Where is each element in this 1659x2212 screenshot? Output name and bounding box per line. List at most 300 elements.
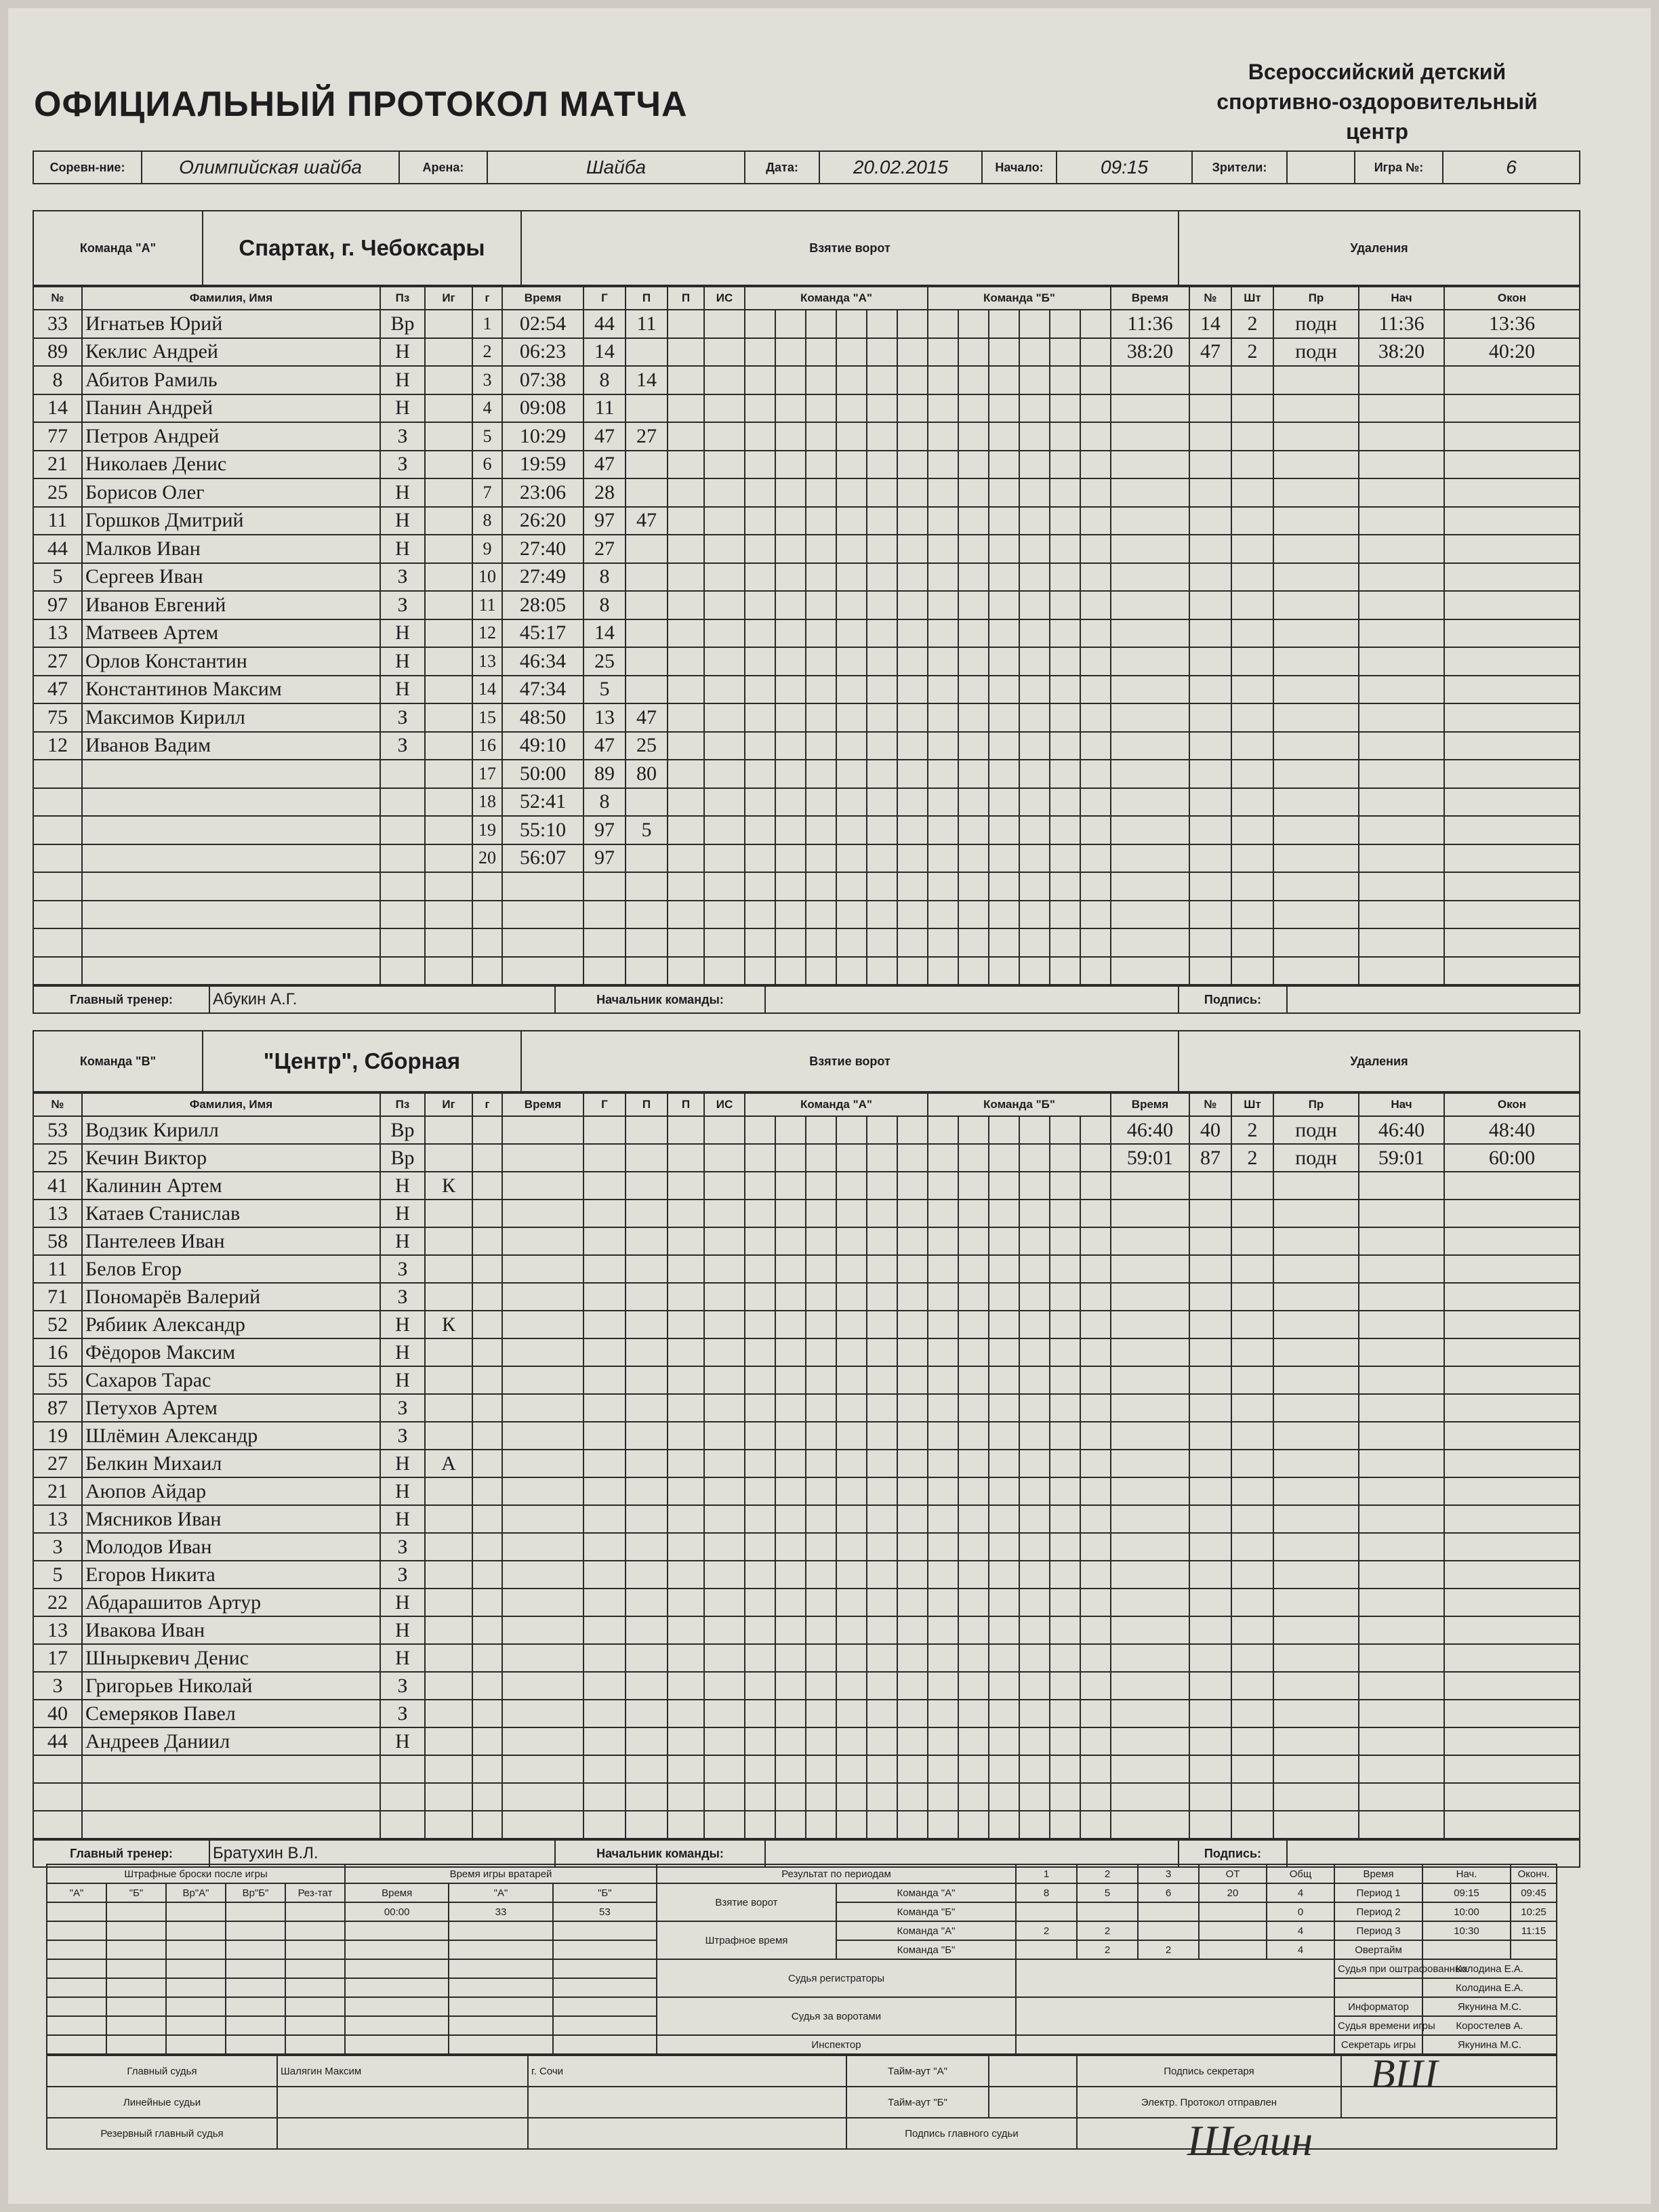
goal-assist-2 [668, 619, 704, 648]
penalty-player [1189, 676, 1231, 704]
penalty-time [1111, 816, 1189, 844]
player-name [82, 760, 380, 788]
penalty-player [1189, 1727, 1231, 1755]
team-b-on-ice [928, 928, 958, 957]
col-played: Иг [425, 1093, 472, 1116]
team-a-on-ice [867, 1755, 897, 1783]
penalty-start [1359, 478, 1444, 507]
col-goal: Г [583, 1093, 626, 1116]
official-name-3: Якунина М.С. [1422, 1997, 1557, 2016]
goal-assist-2 [668, 1144, 704, 1172]
player-mark [425, 535, 472, 563]
spectators-label: Зрители: [1192, 151, 1287, 184]
team-a-on-ice [867, 1450, 897, 1477]
team-b-on-ice [989, 535, 1019, 563]
team-b-on-ice [989, 1672, 1019, 1700]
team-a-label: Команда "А" [33, 211, 203, 285]
goal-scorer [583, 872, 626, 901]
player-number: 27 [33, 1450, 82, 1477]
goal-assist [626, 1311, 668, 1338]
team-b-on-ice [1050, 507, 1080, 535]
goal-time: 07:38 [502, 366, 583, 394]
player-name [82, 1755, 380, 1783]
goal-scorer [583, 957, 626, 985]
team-a-on-ice [775, 535, 806, 563]
goal-scorer: 8 [583, 366, 626, 394]
player-mark: А [425, 1450, 472, 1477]
team-b-on-ice [958, 647, 989, 676]
goal-situation [704, 1644, 745, 1672]
team-b-on-ice [989, 1505, 1019, 1533]
player-name: Игнатьев Юрий [82, 310, 380, 338]
penalty-reason [1273, 703, 1359, 732]
team-b-columns [33, 1093, 1580, 1116]
team-a-on-ice [867, 338, 897, 367]
penalty-reason: подн [1273, 310, 1359, 338]
team-a-on-ice [897, 788, 928, 817]
player-number: 11 [33, 507, 82, 535]
period-row-ot: Овертайм [1334, 1940, 1422, 1959]
team-a-on-ice [836, 591, 867, 619]
team-a-on-ice [806, 394, 836, 423]
goal-index: 18 [472, 788, 502, 817]
team-a-on-ice [806, 901, 836, 929]
team-a-on-ice [836, 1783, 867, 1811]
team-b-on-ice [1080, 1533, 1111, 1561]
team-b-on-ice [928, 1450, 958, 1477]
team-b-on-ice [928, 1283, 958, 1311]
penalty-reason [1273, 1727, 1359, 1755]
team-b-on-ice [1050, 1727, 1080, 1755]
penalty-end [1444, 1589, 1580, 1616]
pen-a-p1: 2 [1016, 1921, 1077, 1940]
penalty-start [1359, 816, 1444, 844]
player-position [380, 760, 425, 788]
goal-scorer: 8 [583, 788, 626, 817]
goal-assist [626, 1255, 668, 1283]
team-b-on-ice [1050, 1672, 1080, 1700]
goal-situation [704, 507, 745, 535]
team-b-on-ice [1019, 1450, 1050, 1477]
team-a-on-ice [897, 760, 928, 788]
col-pos: Пз [380, 1093, 425, 1116]
penalty-minutes: 2 [1231, 1116, 1273, 1144]
team-a-on-ice [775, 422, 806, 451]
team-b-on-ice [989, 647, 1019, 676]
team-a-on-ice [836, 451, 867, 479]
team-b-on-ice [958, 1811, 989, 1839]
goal-scorer: 89 [583, 760, 626, 788]
team-a-on-ice [836, 844, 867, 873]
goals-a-p2: 5 [1077, 1883, 1138, 1902]
team-a-coach: Абукин А.Г. [209, 986, 555, 1013]
goal-time [502, 1144, 583, 1172]
player-name: Абитов Рамиль [82, 366, 380, 394]
penalty-end [1444, 1283, 1580, 1311]
team-b-on-ice [1050, 1505, 1080, 1533]
team-a-on-ice [745, 901, 775, 929]
team-a-on-ice [867, 591, 897, 619]
team-b-on-ice [958, 591, 989, 619]
team-a-on-ice [867, 901, 897, 929]
player-position: Н [380, 1200, 425, 1227]
penalty-end [1444, 1450, 1580, 1477]
player-position: Н [380, 1616, 425, 1644]
team-b-on-ice [989, 394, 1019, 423]
team-a-on-ice [745, 1533, 775, 1561]
penalty-time [1111, 1366, 1189, 1394]
goals-a-total: 4 [1267, 1883, 1334, 1902]
goal-scorer [583, 1394, 626, 1422]
penalty-minutes [1231, 1422, 1273, 1450]
penalty-minutes [1231, 1172, 1273, 1200]
goal-assist-2 [668, 788, 704, 817]
team-b-on-ice [1080, 676, 1111, 704]
penalty-end [1444, 619, 1580, 648]
penalty-minutes: 2 [1231, 1144, 1273, 1172]
team-a-on-ice [897, 1450, 928, 1477]
team-b-on-ice [928, 1616, 958, 1644]
period-total: Общ [1267, 1864, 1334, 1883]
team-b-on-ice [989, 732, 1019, 760]
team-a-on-ice [867, 478, 897, 507]
team-b-on-ice [1050, 788, 1080, 817]
penalty-time [1111, 478, 1189, 507]
goal-index: 17 [472, 760, 502, 788]
team-a-on-ice [775, 563, 806, 592]
penalty-player [1189, 732, 1231, 760]
penalty-end [1444, 478, 1580, 507]
penalty-start [1359, 760, 1444, 788]
col-pass2: П [668, 287, 704, 310]
goal-assist: 14 [626, 366, 668, 394]
player-number: 58 [33, 1227, 82, 1255]
goal-assist [626, 1227, 668, 1255]
team-b-on-ice [958, 1561, 989, 1589]
player-position: Н [380, 1338, 425, 1366]
player-name: Пономарёв Валерий [82, 1283, 380, 1311]
team-b-on-ice [928, 901, 958, 929]
penalty-minutes [1231, 478, 1273, 507]
player-mark [425, 872, 472, 901]
team-b-on-ice [989, 1783, 1019, 1811]
team-a-on-ice [867, 1477, 897, 1505]
team-a-on-ice [867, 1783, 897, 1811]
player-position: З [380, 1422, 425, 1450]
team-a-on-ice [745, 732, 775, 760]
player-name: Малков Иван [82, 535, 380, 563]
team-b-on-ice [1050, 1450, 1080, 1477]
team-b-on-ice [958, 366, 989, 394]
player-number: 55 [33, 1366, 82, 1394]
goal-assist: 5 [626, 816, 668, 844]
col-team-b: Команда "Б" [928, 1093, 1111, 1116]
penalty-reason [1273, 1172, 1359, 1200]
goal-assist [626, 928, 668, 957]
team-b-on-ice [989, 1561, 1019, 1589]
team-a-on-ice [897, 394, 928, 423]
team-b-on-ice [989, 1366, 1019, 1394]
player-number: 71 [33, 1283, 82, 1311]
team-b-on-ice [1019, 1144, 1050, 1172]
goal-index: 8 [472, 507, 502, 535]
goal-index [472, 1700, 502, 1727]
goals-row-label: Взятие ворот [657, 1883, 836, 1921]
team-a-name: Спартак, г. Чебоксары [203, 211, 521, 285]
table-row [33, 1783, 1580, 1811]
penalty-time [1111, 1589, 1189, 1616]
team-a-on-ice [745, 1505, 775, 1533]
team-a-on-ice [775, 647, 806, 676]
team-a-on-ice [745, 366, 775, 394]
player-position: З [380, 1255, 425, 1283]
team-b-on-ice [989, 366, 1019, 394]
team-b-on-ice [958, 1644, 989, 1672]
penalty-reason [1273, 1477, 1359, 1505]
team-a-on-ice [867, 1172, 897, 1200]
team-b-on-ice [1019, 1589, 1050, 1616]
start-value: 09:15 [1057, 151, 1192, 184]
pen-b-tag: Команда "Б" [836, 1940, 1016, 1959]
penalty-time [1111, 1561, 1189, 1589]
team-a-on-ice [897, 478, 928, 507]
team-a-on-ice [836, 1589, 867, 1616]
team-b-on-ice [1050, 338, 1080, 367]
team-a-on-ice [867, 1227, 897, 1255]
team-a-on-ice [745, 1227, 775, 1255]
goal-assist-2 [668, 844, 704, 873]
team-a-on-ice [745, 1255, 775, 1283]
goals-b-p1 [1016, 1902, 1077, 1921]
team-b-header [33, 1030, 1580, 1092]
team-b-on-ice [1019, 703, 1050, 732]
team-b-on-ice [1080, 478, 1111, 507]
goal-index [472, 1338, 502, 1366]
player-name: Водзик Кирилл [82, 1116, 380, 1144]
team-a-on-ice [836, 1311, 867, 1338]
penalty-end [1444, 1533, 1580, 1561]
penalty-end [1444, 1477, 1580, 1505]
penalty-time [1111, 1200, 1189, 1227]
team-b-on-ice [958, 1338, 989, 1366]
table-row [33, 1589, 1580, 1616]
penalty-reason [1273, 676, 1359, 704]
player-mark [425, 1616, 472, 1644]
team-a-on-ice [897, 1505, 928, 1533]
team-b-on-ice [928, 1672, 958, 1700]
penalty-start [1359, 1422, 1444, 1450]
team-b-on-ice [989, 844, 1019, 873]
player-number: 44 [33, 1727, 82, 1755]
penalty-minutes [1231, 1255, 1273, 1283]
goal-time: 06:23 [502, 338, 583, 367]
penalty-player [1189, 844, 1231, 873]
team-a-on-ice [745, 1561, 775, 1589]
goals-b-tag: Команда "Б" [836, 1902, 1016, 1921]
team-b-on-ice [1019, 535, 1050, 563]
team-a-on-ice [897, 619, 928, 648]
table-row [33, 703, 1580, 732]
team-a-on-ice [836, 788, 867, 817]
table-row [33, 1700, 1580, 1727]
team-a-on-ice [836, 1811, 867, 1839]
team-a-on-ice [897, 1394, 928, 1422]
team-b-on-ice [928, 1811, 958, 1839]
penalty-minutes [1231, 1811, 1273, 1839]
col-goal: Г [583, 287, 626, 310]
goal-scorer [583, 901, 626, 929]
team-a-on-ice [867, 1672, 897, 1700]
team-a-on-ice [806, 957, 836, 985]
goal-index: 7 [472, 478, 502, 507]
penalty-start [1359, 647, 1444, 676]
team-a-on-ice [867, 1533, 897, 1561]
penalty-player [1189, 1394, 1231, 1422]
pen-a-tag: Команда "А" [836, 1921, 1016, 1940]
table-row [33, 1727, 1580, 1755]
goal-scorer [583, 1116, 626, 1144]
goal-assist [626, 1755, 668, 1783]
team-b-on-ice [989, 760, 1019, 788]
penalty-reason [1273, 535, 1359, 563]
team-b-on-ice [958, 676, 989, 704]
penalty-minutes [1231, 788, 1273, 817]
penalty-minutes [1231, 563, 1273, 592]
player-name: Молодов Иван [82, 1533, 380, 1561]
goal-assist-2 [668, 1644, 704, 1672]
team-a-on-ice [897, 844, 928, 873]
team-a-on-ice [867, 1811, 897, 1839]
goal-scorer [583, 1505, 626, 1533]
period-row-1-start: 09:15 [1422, 1883, 1511, 1902]
team-a-on-ice [867, 844, 897, 873]
team-b-on-ice [1050, 732, 1080, 760]
penalty-time [1111, 760, 1189, 788]
team-b-on-ice [989, 563, 1019, 592]
team-b-on-ice [958, 872, 989, 901]
goal-index: 20 [472, 844, 502, 873]
team-a-on-ice [775, 591, 806, 619]
goal-assist-2 [668, 1811, 704, 1839]
goal-time [502, 1727, 583, 1755]
team-b-on-ice [958, 422, 989, 451]
goal-time [502, 1227, 583, 1255]
team-b-on-ice [1080, 788, 1111, 817]
player-name: Фёдоров Максим [82, 1338, 380, 1366]
team-a-on-ice [867, 394, 897, 423]
team-a-on-ice [867, 1727, 897, 1755]
penalty-start [1359, 1533, 1444, 1561]
penalty-start [1359, 1311, 1444, 1338]
pen-b-p3: 2 [1138, 1940, 1199, 1959]
org-line-2: спортивно-оздоровительный [1216, 89, 1538, 114]
penalty-minutes [1231, 957, 1273, 985]
team-a-on-ice [836, 901, 867, 929]
penalty-minutes [1231, 1477, 1273, 1505]
penalty-time: 11:36 [1111, 310, 1189, 338]
team-a-on-ice [897, 1783, 928, 1811]
penalty-reason [1273, 816, 1359, 844]
player-number: 12 [33, 732, 82, 760]
team-b-on-ice [928, 1505, 958, 1533]
player-number [33, 844, 82, 873]
team-b-on-ice [989, 1227, 1019, 1255]
goal-situation [704, 1700, 745, 1727]
team-a-on-ice [775, 1200, 806, 1227]
goal-scorer [583, 1589, 626, 1616]
penalty-start: 46:40 [1359, 1116, 1444, 1144]
goal-assist-2 [668, 1672, 704, 1700]
player-position: Н [380, 1477, 425, 1505]
goal-time [502, 957, 583, 985]
penalty-start [1359, 844, 1444, 873]
goal-assist: 11 [626, 310, 668, 338]
player-mark [425, 676, 472, 704]
team-a-on-ice [806, 1116, 836, 1144]
goal-scorer: 5 [583, 676, 626, 704]
period-row-3-start: 10:30 [1422, 1921, 1511, 1940]
team-b-on-ice [1080, 647, 1111, 676]
player-mark [425, 394, 472, 423]
goal-assist [626, 451, 668, 479]
penalty-start [1359, 928, 1444, 957]
player-name: Белов Егор [82, 1255, 380, 1283]
goal-time [502, 1477, 583, 1505]
team-a-on-ice [806, 1338, 836, 1366]
team-a-on-ice [745, 1283, 775, 1311]
player-mark [425, 563, 472, 592]
official-registrars: Судья регистраторы [657, 1959, 1016, 1997]
team-a-on-ice [897, 1227, 928, 1255]
team-b-on-ice [989, 1200, 1019, 1227]
penalty-start [1359, 563, 1444, 592]
goal-situation [704, 1116, 745, 1144]
team-a-on-ice [897, 1672, 928, 1700]
penalty-minutes [1231, 1561, 1273, 1589]
goal-index [472, 872, 502, 901]
team-a-on-ice [897, 1616, 928, 1644]
table-row [33, 1644, 1580, 1672]
team-a-on-ice [836, 872, 867, 901]
goal-scorer [583, 1783, 626, 1811]
team-b-on-ice [958, 732, 989, 760]
team-b-on-ice [928, 788, 958, 817]
goals-b-p3 [1138, 1902, 1199, 1921]
team-a-on-ice [867, 619, 897, 648]
goal-scorer [583, 1672, 626, 1700]
goal-index: 9 [472, 535, 502, 563]
team-a-on-ice [836, 1227, 867, 1255]
official-role-1: Судья при оштрафованных [1334, 1959, 1422, 1978]
team-a-on-ice [775, 816, 806, 844]
team-a-on-ice [806, 928, 836, 957]
goal-assist-2 [668, 394, 704, 423]
penalty-reason [1273, 1450, 1359, 1477]
team-b-on-ice [928, 1477, 958, 1505]
player-position: З [380, 732, 425, 760]
goal-assist [626, 478, 668, 507]
team-b-on-ice [1080, 1616, 1111, 1644]
goal-assist-2 [668, 732, 704, 760]
goal-assist: 25 [626, 732, 668, 760]
table-row [33, 1533, 1580, 1561]
col-pen-start: Нач [1359, 1093, 1444, 1116]
team-a-on-ice [745, 1783, 775, 1811]
team-b-on-ice [928, 1589, 958, 1616]
penalty-reason [1273, 394, 1359, 423]
player-number: 3 [33, 1672, 82, 1700]
goal-situation [704, 366, 745, 394]
